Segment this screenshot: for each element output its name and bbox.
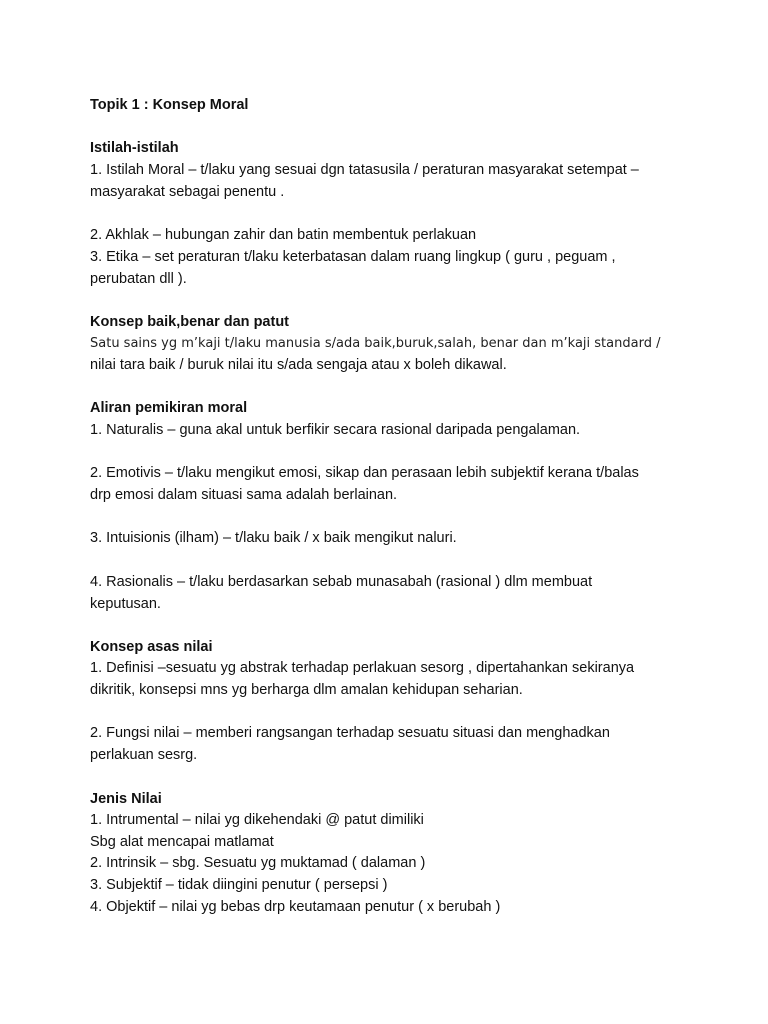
text-line: drp emosi dalam situasi sama adalah berlainan. — [90, 487, 398, 503]
section-heading-konsep-asas: Konsep asas nilai — [90, 639, 213, 655]
text-line: masyarakat sebagai penentu . — [90, 184, 285, 200]
text-line: 3. Intuisionis (ilham) – t/laku baik / x baik mengikut naluri. — [90, 530, 457, 546]
section-heading-aliran: Aliran pemikiran moral — [90, 400, 248, 416]
text-line: 2. Intrinsik – sbg. Sesuatu yg muktamad ( dalaman ) — [90, 855, 426, 871]
text-line: 2. Emotivis – t/laku mengikut emosi, sikap dan perasaan lebih subjektif kerana t/balas — [90, 465, 639, 481]
text-line: 1. Naturalis – guna akal untuk berfikir secara rasional daripada pengalaman. — [90, 422, 581, 438]
text-line: 3. Subjektif – tidak diingini penutur ( persepsi ) — [90, 877, 388, 893]
section-heading-istilah: Istilah-istilah — [90, 140, 179, 156]
text-line: 4. Objektif – nilai yg bebas drp keutamaan penutur ( x berubah ) — [90, 899, 501, 915]
text-line: 1. Definisi –sesuatu yg abstrak terhadap perlakuan sesorg , dipertahankan sekiranya — [90, 660, 635, 676]
text-line: 4. Rasionalis – t/laku berdasarkan sebab munasabah (rasional ) dlm membuat — [90, 574, 593, 590]
text-line: 2. Akhlak – hubungan zahir dan batin membentuk perlakuan — [90, 227, 477, 243]
text-line: 1. Intrumental – nilai yg dikehendaki @ patut dimiliki — [90, 812, 424, 828]
section-heading-konsep-baik: Konsep baik,benar dan patut — [90, 314, 289, 330]
text-line: 1. Istilah Moral – t/laku yang sesuai dgn tatasusila / peraturan masyarakat setempat – — [90, 162, 639, 178]
text-line: perubatan dll ). — [90, 271, 187, 287]
text-line: Sbg alat mencapai matlamat — [90, 834, 274, 850]
document-title: Topik 1 : Konsep Moral — [90, 97, 249, 113]
text-line: 2. Fungsi nilai – memberi rangsangan terhadap sesuatu situasi dan menghadkan — [90, 725, 610, 741]
text-line: keputusan. — [90, 596, 161, 612]
text-line: dikritik, konsepsi mns yg berharga dlm amalan kehidupan seharian. — [90, 682, 523, 698]
section-heading-jenis-nilai: Jenis Nilai — [90, 791, 162, 807]
text-line: 3. Etika – set peraturan t/laku keterbatasan dalam ruang lingkup ( guru , peguam , — [90, 249, 616, 265]
text-line: Satu sains yg m’kaji t/laku manusia s/ada baik,buruk,salah, benar dan m’kaji standard / — [90, 336, 661, 351]
text-line: nilai tara baik / buruk nilai itu s/ada sengaja atau x boleh dikawal. — [90, 357, 507, 373]
text-line: perlakuan sesrg. — [90, 747, 198, 763]
